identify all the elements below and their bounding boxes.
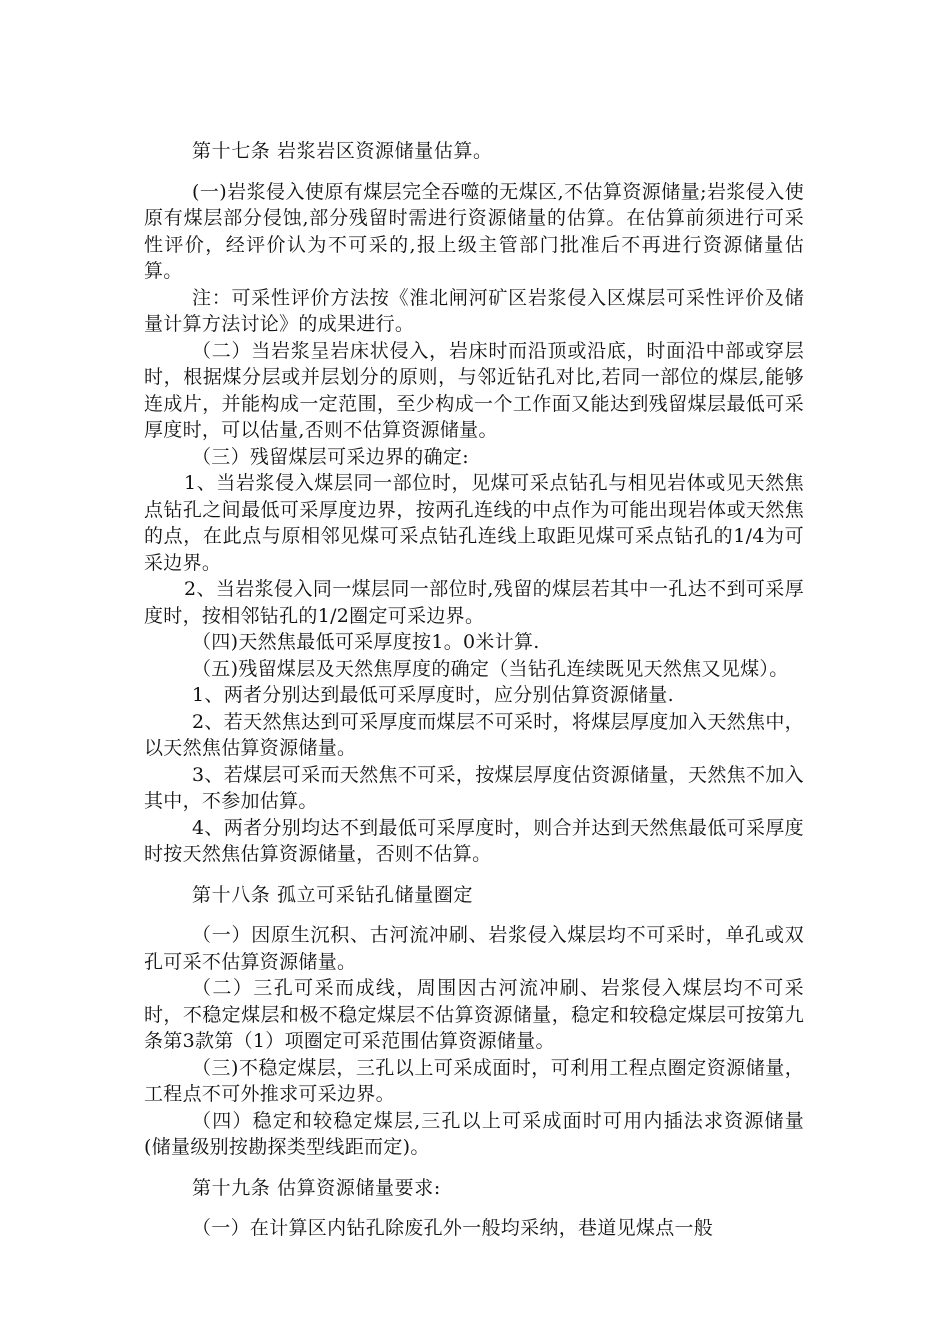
article-19-heading: 第十九条 估算资源储量要求:: [192, 1176, 441, 1199]
article-17-item-3-1: 1、当岩浆侵入煤层同一部位时，见煤可采点钻孔与相见岩体或见天然焦点钻孔之间最低可采厚度边界，按两孔连线的中点作为可能出现岩体或天然焦的点，在此点与原相邻见煤可采点钻孔连线上取距见煤可采点钻孔的1/4为可采边界。: [144, 472, 804, 574]
article-17-paragraph-5: （五)残留煤层及天然焦厚度的确定（当钻孔连续既见天然焦又见煤）。: [192, 657, 789, 680]
article-17-item-5-2: 2、若天然焦达到可采厚度而煤层不可采时，将煤层厚度加入天然焦中，以天然焦估算资源储量。: [144, 710, 804, 759]
article-18-heading: 第十八条 孤立可采钻孔储量圈定: [192, 883, 474, 906]
article-17-paragraph-3: （三）残留煤层可采边界的确定:: [192, 445, 469, 468]
article-17-paragraph-2: （二）当岩浆呈岩床状侵入，岩床时而沿顶或沿底，时面沿中部或穿层时，根据煤分层或并层划分的原则，与邻近钻孔对比,若同一部位的煤层,能够连成片，并能构成一定范围，至少构成一个工作面又能达到残留煤层最低可采厚度时，可以估量,否则不估算资源储量。: [144, 339, 804, 441]
article-18-paragraph-2: （二）三孔可采而成线，周围因古河流冲刷、岩浆侵入煤层均不可采时，不稳定煤层和极不稳定煤层不估算资源储量，稳定和较稳定煤层可按第九条第3款第（1）项圈定可采范围估算资源储量。: [144, 977, 804, 1052]
article-17-item-5-4: 4、两者分别均达不到最低可采厚度时，则合并达到天然焦最低可采厚度时按天然焦估算资源储量，否则不估算。: [144, 816, 804, 865]
article-17-item-3-2: 2、当岩浆侵入同一煤层同一部位时,残留的煤层若其中一孔达不到可采厚度时，按相邻钻孔的1/2圈定可采边界。: [144, 578, 804, 627]
article-18-paragraph-4: （四）稳定和较稳定煤层,三孔以上可采成面时可用内插法求资源储量(储量级别按勘探类型线距而定)。: [144, 1109, 804, 1158]
article-17-item-5-1: 1、两者分别达到最低可采厚度时，应分别估算资源储量.: [192, 684, 674, 706]
article-17-paragraph-4: （四)天然焦最低可采厚度按1。0米计算.: [192, 631, 540, 653]
article-19-paragraph-1: （一）在计算区内钻孔除废孔外一般均采纳，巷道见煤点一般: [192, 1217, 714, 1239]
article-18-paragraph-3: （三)不稳定煤层，三孔以上可采成面时，可利用工程点圈定资源储量，工程点不可外推求可采边界。: [144, 1056, 804, 1105]
document-body: [144, 138, 804, 1242]
article-17-paragraph-1: (一)岩浆侵入使原有煤层完全吞噬的无煤区,不估算资源储量;岩浆侵入使原有煤层部分侵蚀,部分残留时需进行资源储量的估算。在估算前须进行可采性评价，经评价认为不可采的,报上级主管部门批准后不再进行资源储量估算。: [144, 180, 804, 282]
article-17-item-5-3: 3、若煤层可采而天然焦不可采，按煤层厚度估资源储量，天然焦不加入其中，不参加估算。: [144, 763, 804, 812]
article-17-heading: 第十七条 岩浆岩区资源储量估算。: [192, 140, 493, 162]
article-17-note: 注：可采性评价方法按《淮北闸河矿区岩浆侵入区煤层可采性评价及储量计算方法讨论》的成果进行。: [144, 286, 804, 335]
article-18-paragraph-1: （一）因原生沉积、古河流冲刷、岩浆侵入煤层均不可采时，单孔或双孔可采不估算资源储量。: [144, 924, 804, 973]
